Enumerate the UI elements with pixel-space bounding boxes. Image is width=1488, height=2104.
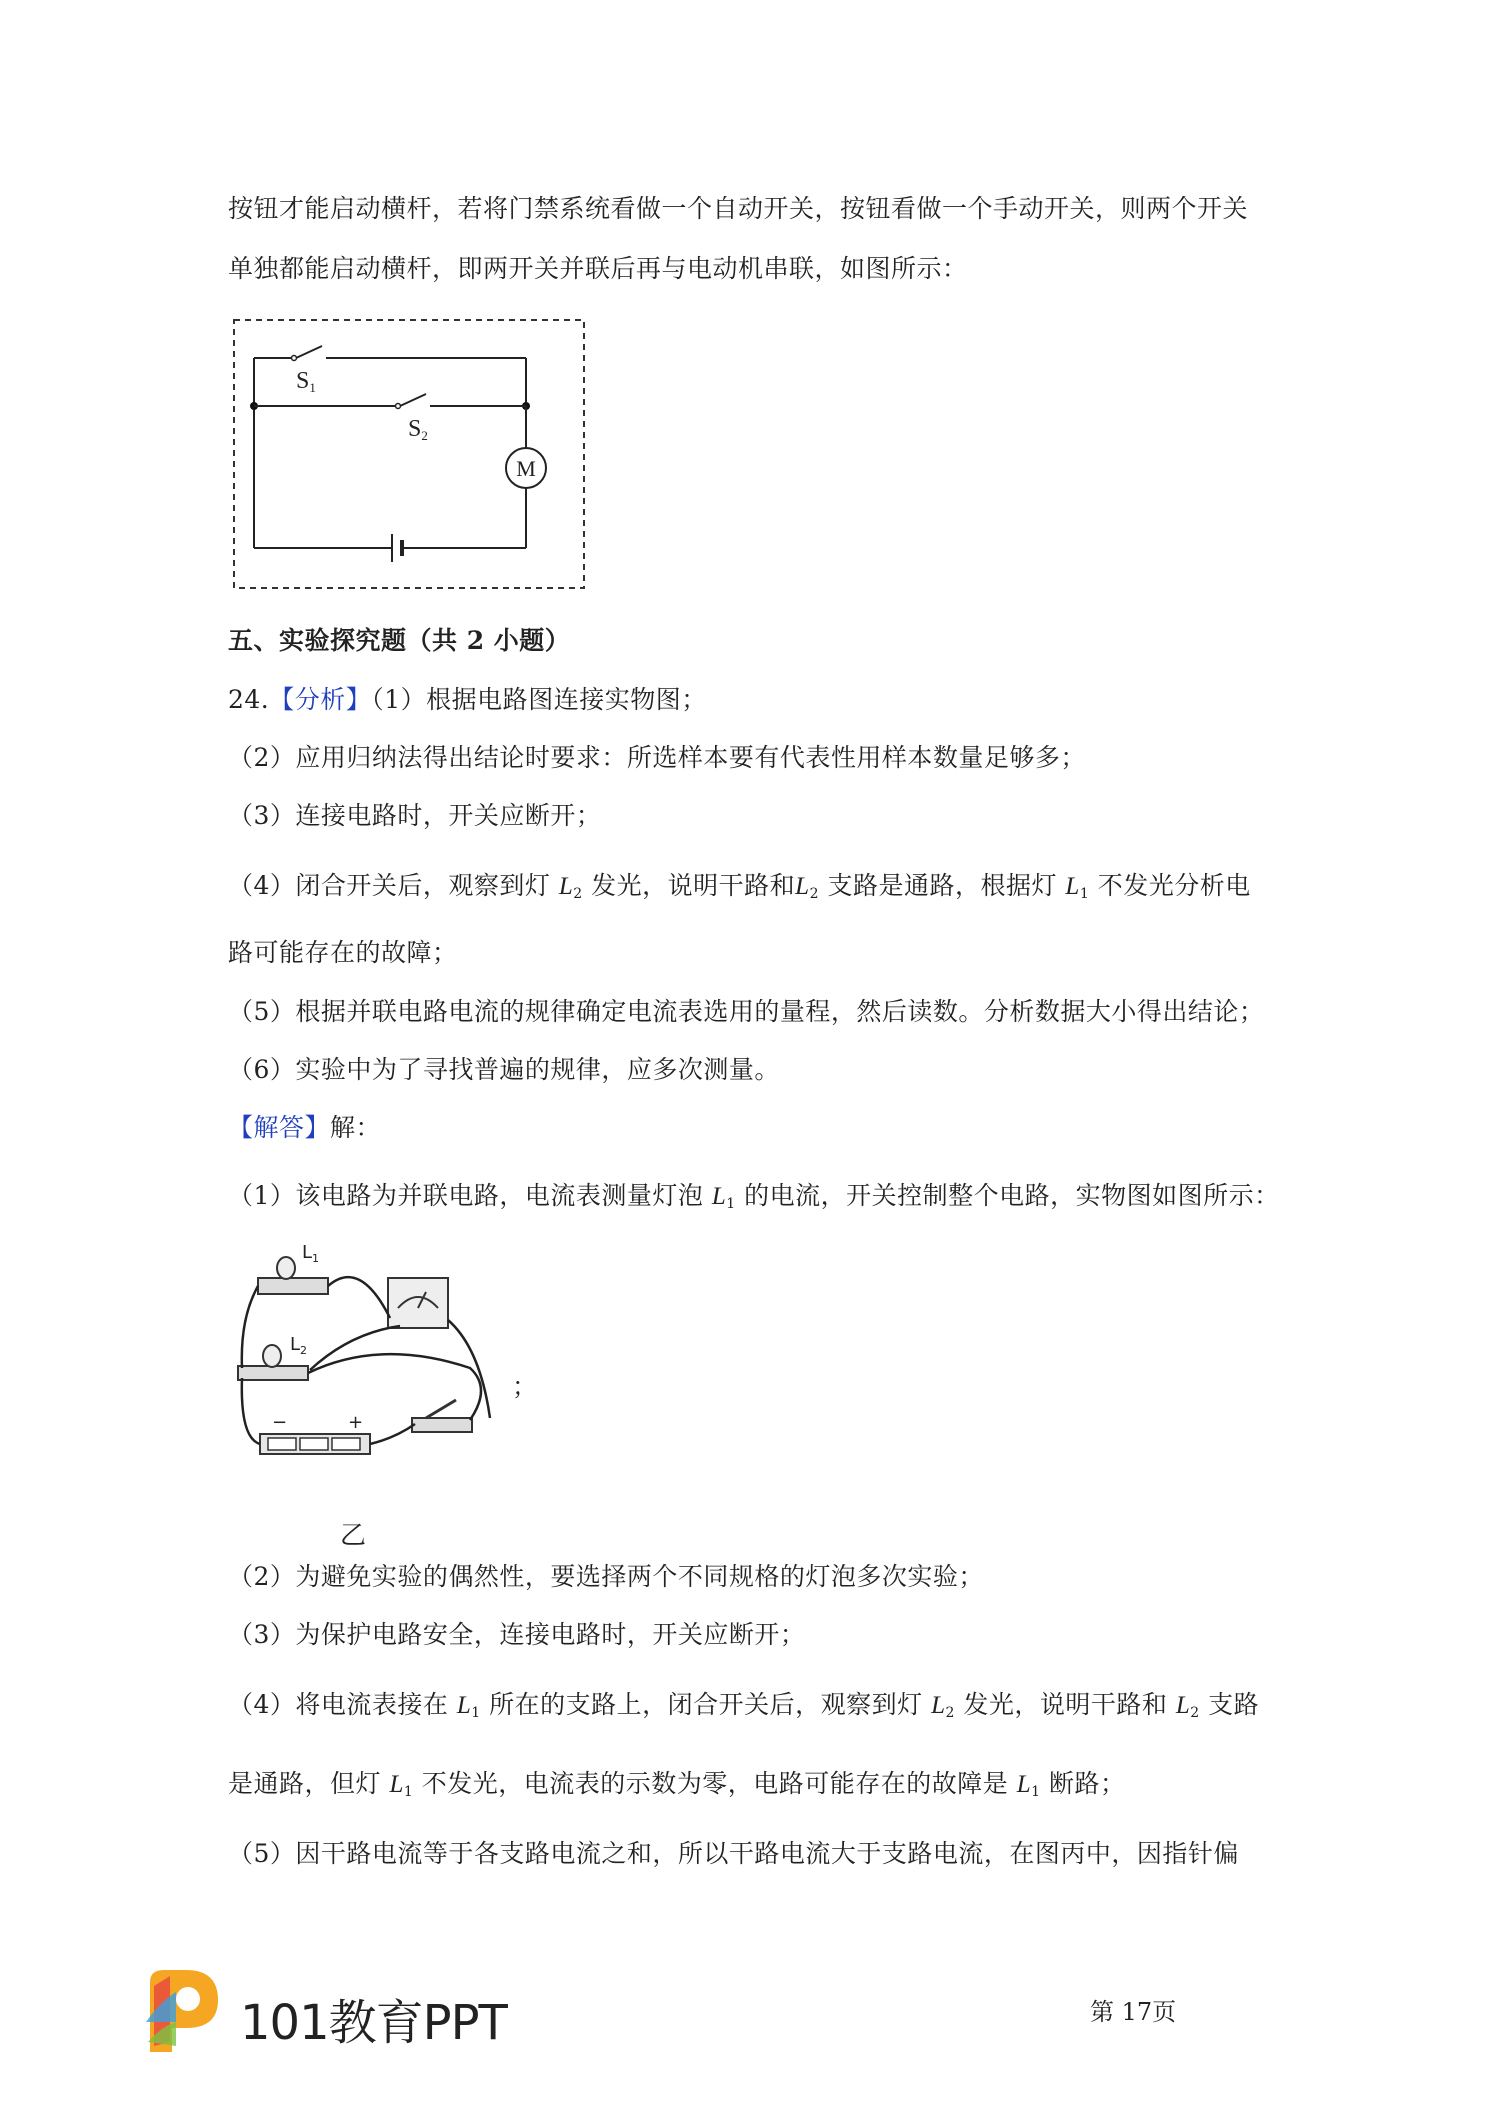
motor-label: M (516, 456, 536, 481)
text-line: 24.【分析】（1）根据电路图连接实物图； (228, 685, 707, 714)
text-line: 是通路，但灯 $L_1$ 不发光，电流表的示数为零，电路可能存在的故障是 $L_1$ 断路； (228, 1769, 1126, 1800)
text-line: （5）因干路电流等于各支路电流之和，所以干路电流大于支路电流，在图丙中，因指针偏 (228, 1839, 1239, 1868)
text-line: 按钮才能启动横杆，若将门禁系统看做一个自动开关，按钮看做一个手动开关，则两个开关 (228, 194, 1249, 223)
switch-s2-label: S2 (408, 416, 428, 443)
figure-caption: 乙 (340, 1521, 367, 1551)
brand-name: 101教育PPT (240, 1995, 507, 2051)
text-line: （3）连接电路时，开关应断开； (228, 801, 602, 830)
text-line: （3）为保护电路安全，连接电路时，开关应断开； (228, 1620, 806, 1649)
switch-s1-label: S1 (296, 368, 316, 395)
semicolon: ； (512, 1372, 538, 1401)
lamp-l1-label: $L_1$ (302, 1242, 320, 1265)
text-line: （1）该电路为并联电路，电流表测量灯泡 $L_1$ 的电流，开关控制整个电路，实物图如图所示： (228, 1181, 1280, 1212)
physical-circuit-image (230, 1238, 510, 1468)
text-line: （5）根据并联电路电流的规律确定电流表选用的量程，然后读数。分析数据大小得出结论； (228, 997, 1265, 1026)
battery-minus-label: − (272, 1412, 288, 1433)
analysis-tag: 【分析】 (269, 685, 372, 714)
text-line: （2）应用归纳法得出结论时要求：所选样本要有代表性用样本数量足够多； (228, 743, 1086, 772)
text-line: 单独都能启动横杆，即两开关并联后再与电动机串联，如图所示： (228, 254, 968, 283)
text-line: （4）闭合开关后，观察到灯 $L_2$ 发光，说明干路和$L_2$ 支路是通路，根据灯 $L_1$ 不发光分析电 (228, 871, 1251, 902)
text-line: （2）为避免实验的偶然性，要选择两个不同规格的灯泡多次实验； (228, 1562, 984, 1591)
lamp-l2-label: $L_2$ (290, 1334, 308, 1357)
text-line: （6）实验中为了寻找普遍的规律，应多次测量。 (228, 1055, 780, 1084)
page-number: 第 17页 (1090, 1998, 1177, 2026)
text-line: 【解答】解： (228, 1113, 382, 1142)
section-title: 五、实验探究题（共 2 小题） (228, 626, 571, 655)
text-line: 路可能存在的故障； (228, 938, 458, 967)
battery-plus-label: + (348, 1412, 364, 1433)
circuit-diagram (232, 318, 588, 592)
text-line: （4）将电流表接在 $L_1$ 所在的支路上，闭合开关后，观察到灯 $L_2$ 发光，说明干路和 $L_2$ 支路 (228, 1690, 1260, 1721)
solution-tag: 【解答】 (228, 1113, 331, 1142)
brand-logo (140, 1962, 520, 2062)
